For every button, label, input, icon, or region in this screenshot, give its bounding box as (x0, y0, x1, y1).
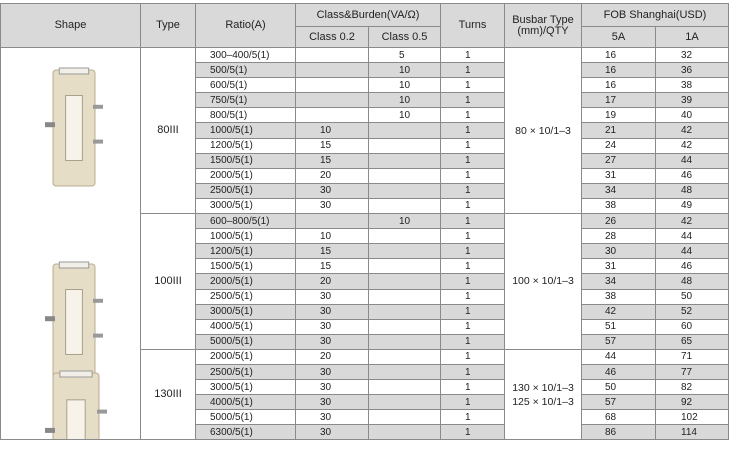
class02-cell: 30 (296, 289, 369, 304)
turns-cell: 1 (441, 410, 505, 425)
ratio-cell: 6300/5(1) (196, 425, 296, 440)
turns-cell: 1 (441, 214, 505, 229)
fob-1a-cell: 114 (656, 425, 729, 440)
class05-cell (369, 319, 441, 334)
class02-cell: 20 (296, 349, 369, 364)
fob-1a-cell: 60 (656, 319, 729, 334)
class05-cell (369, 244, 441, 259)
ratio-cell: 300–400/5(1) (196, 48, 296, 63)
fob-5a-cell: 42 (582, 304, 656, 319)
fob-1a-cell: 50 (656, 289, 729, 304)
header-ratio: Ratio(A) (196, 4, 296, 48)
class02-cell: 15 (296, 138, 369, 153)
class05-cell (369, 349, 441, 364)
class05-cell (369, 334, 441, 349)
fob-1a-cell: 77 (656, 364, 729, 379)
turns-cell: 1 (441, 63, 505, 78)
header-turns: Turns (441, 4, 505, 48)
table-row (1, 48, 729, 63)
ct-image-80iii (33, 66, 115, 190)
turns-cell: 1 (441, 183, 505, 198)
fob-5a-cell: 31 (582, 168, 656, 183)
fob-1a-cell: 102 (656, 410, 729, 425)
fob-5a-cell: 16 (582, 78, 656, 93)
fob-1a-cell: 71 (656, 349, 729, 364)
fob-1a-cell: 48 (656, 183, 729, 198)
class05-cell (369, 410, 441, 425)
class02-cell (296, 214, 369, 229)
turns-cell: 1 (441, 304, 505, 319)
fob-5a-cell: 26 (582, 214, 656, 229)
class02-cell (296, 48, 369, 63)
ratio-cell: 2000/5(1) (196, 168, 296, 183)
class05-cell (369, 123, 441, 138)
turns-cell: 1 (441, 153, 505, 168)
fob-1a-cell: 36 (656, 63, 729, 78)
class05-cell (369, 425, 441, 440)
class02-cell: 30 (296, 425, 369, 440)
class02-cell: 30 (296, 319, 369, 334)
fob-1a-cell: 92 (656, 395, 729, 410)
class02-cell: 15 (296, 153, 369, 168)
header-fob: FOB Shanghai(USD) (582, 4, 729, 27)
ratio-cell: 1000/5(1) (196, 123, 296, 138)
class02-cell: 30 (296, 410, 369, 425)
fob-5a-cell: 57 (582, 334, 656, 349)
fob-5a-cell: 17 (582, 93, 656, 108)
fob-1a-cell: 32 (656, 48, 729, 63)
turns-cell: 1 (441, 168, 505, 183)
fob-5a-cell: 16 (582, 63, 656, 78)
turns-cell: 1 (441, 93, 505, 108)
fob-5a-cell: 44 (582, 349, 656, 364)
turns-cell: 1 (441, 123, 505, 138)
class02-cell (296, 78, 369, 93)
header-type: Type (141, 4, 196, 48)
ratio-cell: 1500/5(1) (196, 259, 296, 274)
ratio-cell: 600–800/5(1) (196, 214, 296, 229)
fob-1a-cell: 82 (656, 380, 729, 395)
fob-1a-cell: 40 (656, 108, 729, 123)
class05-cell: 5 (369, 48, 441, 63)
ratio-cell: 2500/5(1) (196, 183, 296, 198)
fob-1a-cell: 44 (656, 153, 729, 168)
fob-5a-cell: 68 (582, 410, 656, 425)
type-cell: 80III (141, 48, 196, 214)
fob-5a-cell: 86 (582, 425, 656, 440)
class05-cell (369, 395, 441, 410)
header-shape: Shape (1, 4, 141, 48)
header-class-02: Class 0.2 (296, 27, 369, 48)
class05-cell (369, 274, 441, 289)
turns-cell: 1 (441, 244, 505, 259)
fob-5a-cell: 38 (582, 289, 656, 304)
class02-cell (296, 108, 369, 123)
ratio-cell: 2500/5(1) (196, 289, 296, 304)
class05-cell (369, 229, 441, 244)
ratio-cell: 1500/5(1) (196, 153, 296, 168)
class02-cell: 20 (296, 168, 369, 183)
class02-cell: 15 (296, 259, 369, 274)
turns-cell: 1 (441, 198, 505, 213)
ct-image-130iii (33, 369, 119, 440)
turns-cell: 1 (441, 364, 505, 379)
class02-cell: 10 (296, 229, 369, 244)
ratio-cell: 5000/5(1) (196, 410, 296, 425)
fob-1a-cell: 42 (656, 138, 729, 153)
turns-cell: 1 (441, 395, 505, 410)
fob-1a-cell: 44 (656, 229, 729, 244)
ratio-cell: 4000/5(1) (196, 395, 296, 410)
turns-cell: 1 (441, 48, 505, 63)
class02-cell: 30 (296, 183, 369, 198)
class02-cell: 15 (296, 244, 369, 259)
fob-1a-cell: 39 (656, 93, 729, 108)
turns-cell: 1 (441, 138, 505, 153)
turns-cell: 1 (441, 259, 505, 274)
shape-images-column (1, 48, 141, 440)
fob-5a-cell: 24 (582, 138, 656, 153)
ratio-cell: 2500/5(1) (196, 364, 296, 379)
ratio-cell: 500/5(1) (196, 63, 296, 78)
busbar-cell (505, 214, 582, 350)
ratio-cell: 3000/5(1) (196, 198, 296, 213)
ratio-cell: 1000/5(1) (196, 229, 296, 244)
table-body (1, 48, 729, 440)
ratio-cell: 800/5(1) (196, 108, 296, 123)
class02-cell: 30 (296, 198, 369, 213)
turns-cell: 1 (441, 274, 505, 289)
ratio-cell: 3000/5(1) (196, 304, 296, 319)
type-cell: 100III (141, 214, 196, 350)
fob-5a-cell: 30 (582, 244, 656, 259)
ratio-cell: 600/5(1) (196, 78, 296, 93)
ratio-cell: 3000/5(1) (196, 380, 296, 395)
header-class-05: Class 0.5 (369, 27, 441, 48)
class02-cell: 10 (296, 123, 369, 138)
class02-cell: 20 (296, 274, 369, 289)
fob-1a-cell: 42 (656, 214, 729, 229)
fob-5a-cell: 46 (582, 364, 656, 379)
busbar-line: 80 × 10/1–3 (515, 124, 571, 137)
header-busbar (505, 4, 582, 48)
busbar-cell (505, 48, 582, 214)
ratio-cell: 1200/5(1) (196, 138, 296, 153)
class02-cell: 30 (296, 304, 369, 319)
fob-1a-cell: 46 (656, 259, 729, 274)
type-cell: 130III (141, 349, 196, 440)
ratio-cell: 1200/5(1) (196, 244, 296, 259)
class05-cell: 10 (369, 108, 441, 123)
turns-cell: 1 (441, 349, 505, 364)
fob-1a-cell: 52 (656, 304, 729, 319)
class02-cell: 30 (296, 380, 369, 395)
fob-5a-cell: 31 (582, 259, 656, 274)
fob-1a-cell: 44 (656, 244, 729, 259)
turns-cell: 1 (441, 289, 505, 304)
fob-1a-cell: 49 (656, 198, 729, 213)
fob-5a-cell: 21 (582, 123, 656, 138)
fob-1a-cell: 65 (656, 334, 729, 349)
class05-cell (369, 364, 441, 379)
turns-cell: 1 (441, 229, 505, 244)
turns-cell: 1 (441, 425, 505, 440)
fob-5a-cell: 38 (582, 198, 656, 213)
header-busbar-line1: Busbar Type (512, 13, 574, 26)
ratio-cell: 2000/5(1) (196, 274, 296, 289)
turns-cell: 1 (441, 334, 505, 349)
class05-cell: 10 (369, 93, 441, 108)
busbar-line: 100 × 10/1–3 (512, 275, 574, 288)
turns-cell: 1 (441, 108, 505, 123)
fob-5a-cell: 51 (582, 319, 656, 334)
class05-cell (369, 259, 441, 274)
ratio-cell: 750/5(1) (196, 93, 296, 108)
class05-cell (369, 153, 441, 168)
fob-1a-cell: 38 (656, 78, 729, 93)
fob-5a-cell: 50 (582, 380, 656, 395)
ct-image-100iii (33, 260, 115, 384)
fob-5a-cell: 27 (582, 153, 656, 168)
class02-cell: 30 (296, 395, 369, 410)
fob-5a-cell: 28 (582, 229, 656, 244)
class02-cell: 30 (296, 334, 369, 349)
fob-5a-cell: 16 (582, 48, 656, 63)
class05-cell: 10 (369, 63, 441, 78)
header-busbar-line2: (mm)/QTY (517, 24, 569, 37)
class05-cell: 10 (369, 78, 441, 93)
class02-cell (296, 63, 369, 78)
header-class-burden: Class&Burden(VA/Ω) (296, 4, 441, 27)
ratio-cell: 4000/5(1) (196, 319, 296, 334)
header-fob-1a: 1A (656, 27, 729, 48)
fob-1a-cell: 46 (656, 168, 729, 183)
fob-5a-cell: 34 (582, 274, 656, 289)
class02-cell (296, 93, 369, 108)
class05-cell (369, 380, 441, 395)
fob-5a-cell: 34 (582, 183, 656, 198)
busbar-line: 125 × 10/1–3 (512, 395, 574, 408)
turns-cell: 1 (441, 380, 505, 395)
class05-cell (369, 289, 441, 304)
header-fob-5a: 5A (582, 27, 656, 48)
fob-1a-cell: 48 (656, 274, 729, 289)
class05-cell (369, 183, 441, 198)
turns-cell: 1 (441, 319, 505, 334)
class02-cell: 30 (296, 364, 369, 379)
fob-5a-cell: 19 (582, 108, 656, 123)
class05-cell (369, 168, 441, 183)
busbar-line: 130 × 10/1–3 (512, 381, 574, 394)
product-spec-table (0, 3, 729, 440)
ratio-cell: 2000/5(1) (196, 349, 296, 364)
fob-1a-cell: 42 (656, 123, 729, 138)
busbar-cell (505, 349, 582, 440)
class05-cell (369, 138, 441, 153)
fob-5a-cell: 57 (582, 395, 656, 410)
class05-cell (369, 304, 441, 319)
class05-cell: 10 (369, 214, 441, 229)
class05-cell (369, 198, 441, 213)
turns-cell: 1 (441, 78, 505, 93)
ratio-cell: 5000/5(1) (196, 334, 296, 349)
